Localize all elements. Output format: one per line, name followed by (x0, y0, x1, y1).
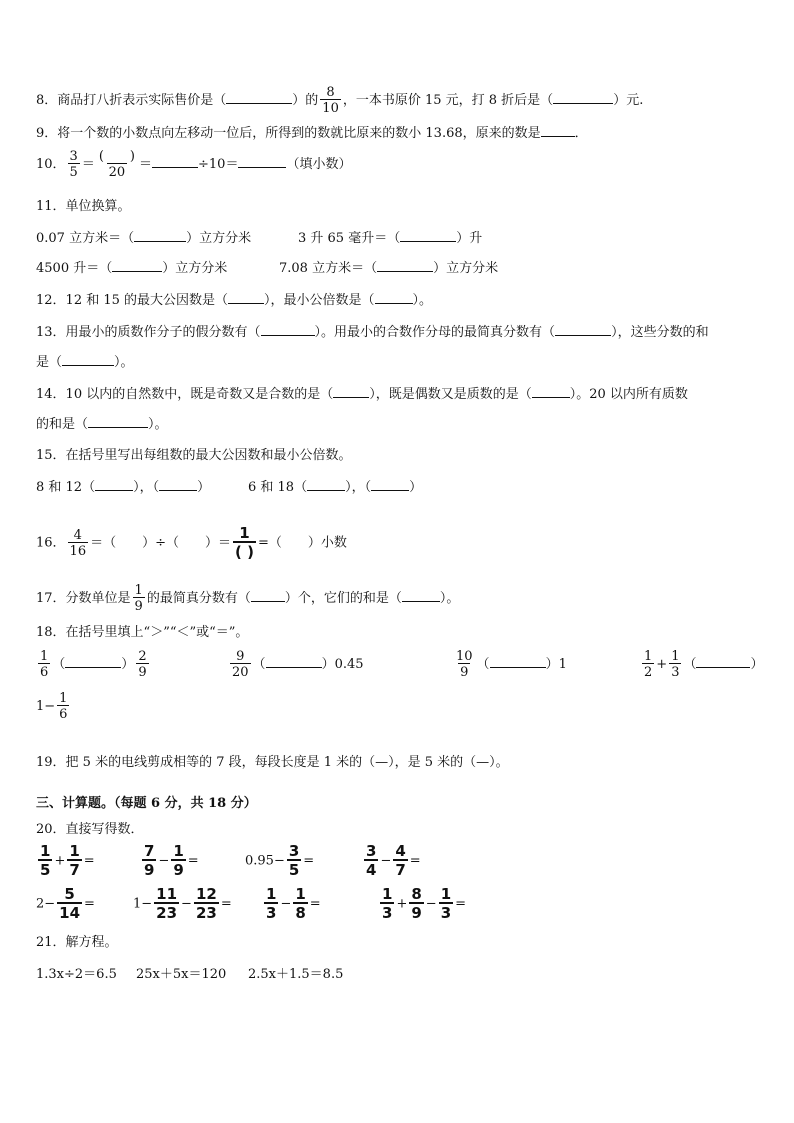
equation-2: 25x＋5x＝120 (136, 967, 227, 982)
compare-blank[interactable] (490, 655, 546, 668)
answer-blank[interactable] (134, 229, 186, 242)
answer-blank[interactable] (261, 323, 315, 336)
question-14-cont: 的和是（ ）。 (36, 417, 168, 432)
answer-blank[interactable] (333, 385, 369, 398)
question-13-cont: 是（ ）。 (36, 355, 134, 370)
answer-blank[interactable] (152, 155, 198, 168)
question-18-title: 18．在括号里填上“＞”“＜”或“＝”。 (36, 625, 249, 640)
equation-3: 2.5x＋1.5＝8.5 (248, 967, 344, 982)
answer-blank[interactable] (159, 478, 197, 491)
fraction: $\frac{1}{6}$ (40, 649, 49, 680)
equation-1: 1.3x÷2＝6.5 (36, 967, 117, 982)
calc-expression: $\frac{3}{4}$ − $\frac{4}{7}$ = (366, 842, 421, 879)
calc-expression: $\frac{1}{3}$ + $\frac{8}{9}$ − $\frac{1}{3}$ = (382, 885, 467, 922)
fraction: $\frac{2}{9}$ (138, 649, 147, 680)
answer-blank[interactable] (251, 589, 285, 602)
answer-blank[interactable] (532, 385, 570, 398)
compare-blank[interactable] (696, 655, 750, 668)
compare-item-3: $\frac{10}{9}$ （ ）1 (456, 649, 567, 680)
section-title: 三、计算题。（每题 6 分，共 18 分） (36, 796, 257, 811)
calc-expression: $\frac{1}{5}$ + $\frac{1}{7}$ = (40, 842, 95, 879)
question-14: 14．10 以内的自然数中，既是奇数又是合数的是（ ），既是偶数又是质数的是（ ）。20 以内所有质数 (36, 387, 688, 402)
question-15-row-b: 6 和 18（ ），（ ） (248, 480, 423, 495)
question-19: 19．把 5 米的电线剪成相等的 7 段，每段长度是 1 米的（—），是 5 米的（—）。 (36, 755, 509, 770)
question-12: 12．12 和 15 的最大公因数是（ ），最小公倍数是（ ）。 (36, 293, 433, 308)
answer-blank[interactable] (402, 589, 440, 602)
answer-blank[interactable] (555, 323, 611, 336)
question-10: 10． $\frac{3}{5}$ ＝ $\frac{( )}{20}$ ＝ ÷10＝ （填小数） (36, 149, 352, 180)
compare-item-1: $\frac{1}{6}$ （ ） $\frac{2}{9}$ (40, 649, 147, 680)
answer-blank[interactable] (553, 91, 613, 104)
compare-item-2: $\frac{9}{20}$ （ ）0.45 (232, 649, 364, 680)
question-8: 8．商品打八折表示实际售价是（ ）的 $\frac{8}{10}$ ，一本书原价 15 元，打 8 折后是（ ）元. (36, 85, 644, 116)
question-21-title: 21．解方程。 (36, 935, 118, 950)
answer-blank[interactable] (371, 478, 409, 491)
question-16: 16． $\frac{4}{16}$ ＝（ ）÷（ ）＝ $\frac{1}{( )}$ =（ ）小数 (36, 524, 347, 561)
calc-expression: $\frac{7}{9}$ − $\frac{1}{9}$ = (144, 842, 199, 879)
question-13: 13．用最小的质数作分子的假分数有（ ）。用最小的合数作分母的最简真分数有（ ），这些分数的和 (36, 325, 709, 340)
answer-blank[interactable] (377, 259, 433, 272)
question-11-title: 11．单位换算。 (36, 199, 131, 214)
fraction: $\frac{3}{5}$ (69, 149, 78, 180)
fraction-blank[interactable]: $\frac{1}{( )}$ (235, 524, 254, 561)
answer-blank[interactable] (307, 478, 345, 491)
fraction: $\frac{4}{16}$ (69, 527, 87, 559)
question-17: 17．分数单位是 $\frac{1}{9}$ 的最简真分数有（ ）个，它们的和是（ ）。 (36, 583, 460, 614)
fraction-blank[interactable]: $\frac{( )}{20}$ (98, 149, 135, 180)
compare-item-4-right: 1− $\frac{1}{6}$ (36, 691, 68, 722)
answer-blank[interactable] (375, 291, 413, 304)
question-9: 9．将一个数的小数点向左移动一位后，所得到的数就比原来的数小 13.68，原来的数是 ． (36, 126, 588, 141)
calc-expression: 2− $\frac{5}{14}$ = (36, 885, 95, 922)
answer-blank[interactable] (226, 91, 292, 104)
question-11-row-2: 4500 升＝（ ）立方分米 (36, 261, 228, 276)
answer-blank[interactable] (228, 291, 264, 304)
calc-expression: 1− $\frac{11}{23}$ − $\frac{12}{23}$ = (133, 885, 232, 922)
question-11-row-1: 0.07 立方米＝（ ）立方分米 (36, 231, 252, 246)
fraction: $\frac{1}{2}$ (644, 649, 653, 680)
calc-expression: 0.95− $\frac{3}{5}$ = (245, 842, 315, 879)
compare-item-4: $\frac{1}{2}$ + $\frac{1}{3}$ （ ） (644, 649, 764, 680)
calc-expression: $\frac{1}{3}$ − $\frac{1}{8}$ = (266, 885, 321, 922)
answer-blank[interactable] (238, 155, 286, 168)
compare-blank[interactable] (65, 655, 121, 668)
question-11-row-1b: 3 升 65 毫升＝（ ）升 (298, 231, 483, 246)
question-11-row-2b: 7.08 立方米＝（ ）立方分米 (279, 261, 499, 276)
question-15-title: 15．在括号里写出每组数的最大公因数和最小公倍数。 (36, 448, 352, 463)
fraction: $\frac{1}{3}$ (671, 649, 680, 680)
answer-blank[interactable] (62, 353, 114, 366)
compare-blank[interactable] (266, 655, 322, 668)
fraction: $\frac{1}{9}$ (134, 583, 143, 614)
answer-blank[interactable] (88, 415, 148, 428)
fraction: $\frac{8}{10}$ (322, 85, 339, 116)
question-20-title: 20．直接写得数． (36, 822, 144, 837)
answer-blank[interactable] (541, 124, 575, 137)
fraction: $\frac{9}{20}$ (232, 649, 249, 680)
fraction: $\frac{10}{9}$ (456, 649, 473, 680)
answer-blank[interactable] (112, 259, 162, 272)
question-15-row: 8 和 12（ ），（ ） (36, 480, 211, 495)
fraction: $\frac{1}{6}$ (59, 691, 68, 722)
answer-blank[interactable] (400, 229, 456, 242)
answer-blank[interactable] (95, 478, 133, 491)
